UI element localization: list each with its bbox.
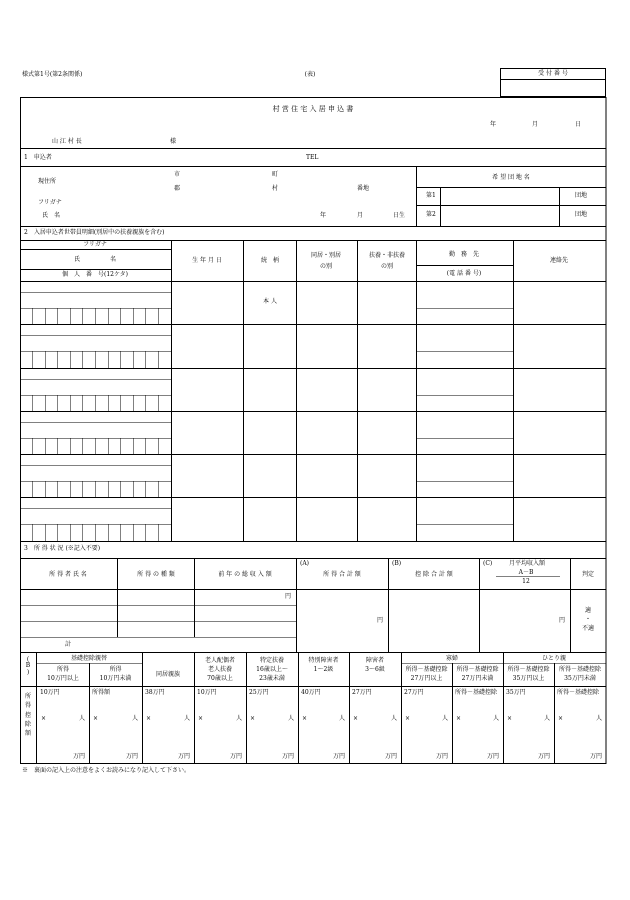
wish-complex-header: 希 望 団 地 名 bbox=[492, 174, 530, 181]
deduct-b-vertical bbox=[26, 657, 30, 676]
income-a-header: 所 得 合 計 額 bbox=[323, 571, 361, 578]
receipt-number-label: 受 付 番 号 bbox=[538, 70, 568, 77]
birth-day: 日生 bbox=[393, 212, 406, 219]
deduct-col-header: 16歳以上～ bbox=[256, 666, 288, 673]
deduct-person-unit: 人 bbox=[183, 715, 190, 722]
deduct-col-header: 70歳以上 bbox=[207, 675, 233, 682]
deduct-manyen-unit: 万円 bbox=[332, 753, 345, 760]
wish-2-label: 第2 bbox=[426, 211, 436, 218]
income-b-header: 控 除 合 計 額 bbox=[415, 571, 453, 578]
tel-label: TEL bbox=[306, 154, 319, 161]
deduct-col-header: 10万円以上 bbox=[47, 675, 79, 682]
deduct-col-header: 所得－基礎控除 bbox=[507, 666, 550, 673]
deduct-times-sign: × bbox=[405, 715, 411, 722]
deduct-manyen-unit: 万円 bbox=[281, 753, 294, 760]
deduct-person-unit: 人 bbox=[287, 715, 294, 722]
deduct-amount: 所得－基礎控除 bbox=[557, 689, 600, 696]
birth-month: 月 bbox=[357, 212, 364, 219]
deduct-times-sign: × bbox=[456, 715, 462, 722]
address-gun: 郡 bbox=[174, 185, 181, 192]
income-annual-header: 前 年 の 総 収 入 額 bbox=[218, 571, 272, 578]
member-cohabit-header: 同居・別居 bbox=[310, 252, 342, 259]
deduct-side-char: 控 bbox=[24, 711, 32, 719]
deduct-b-char: ) bbox=[26, 668, 30, 676]
deduct-b-char: B bbox=[25, 662, 31, 670]
annual-yen-unit: 円 bbox=[285, 593, 292, 600]
deduct-manyen-unit: 万円 bbox=[72, 753, 85, 760]
income-a-tag: (A) bbox=[300, 560, 310, 567]
deduct-col-header: 23歳未満 bbox=[259, 675, 285, 682]
deduct-amount: 40万円 bbox=[301, 689, 321, 696]
hitori-group-header: ひとり親 bbox=[541, 655, 567, 662]
deduct-person-unit: 人 bbox=[131, 715, 138, 722]
addressee-honorific: 様 bbox=[170, 138, 177, 145]
member-dependent-header: 扶養・非扶養 bbox=[368, 252, 406, 259]
deduct-amount: 38万円 bbox=[145, 689, 165, 696]
member-workplace-header: 勤 務 先 bbox=[448, 251, 480, 258]
deduct-col-header: 所得 bbox=[56, 666, 70, 673]
deduct-manyen-unit: 万円 bbox=[177, 753, 190, 760]
deduct-side-char: 所 bbox=[24, 693, 32, 700]
applicant-name-label: 氏 名 bbox=[42, 212, 61, 219]
address-machi: 町 bbox=[272, 171, 279, 178]
deduct-col-header: 35万円未満 bbox=[564, 675, 596, 682]
wish-2-suffix: 団地 bbox=[575, 211, 588, 218]
section3-heading: 3 所 得 状 況 (※記入不要) bbox=[24, 545, 101, 552]
income-b-tag: (B) bbox=[392, 560, 402, 567]
deduct-person-unit: 人 bbox=[338, 715, 345, 722]
deduct-side-vertical bbox=[25, 692, 31, 738]
deduct-person-unit: 人 bbox=[78, 715, 85, 722]
income-c-tag: (C) bbox=[483, 560, 493, 567]
deduct-col-header: 老人配偶者 bbox=[204, 657, 236, 664]
verdict-ng: 不適 bbox=[581, 625, 595, 632]
date-year: 年 bbox=[490, 121, 497, 128]
deduct-amount: 所得額 bbox=[92, 689, 111, 696]
address-shi: 市 bbox=[174, 171, 181, 178]
footnote: ※ 裏面の記入上の注意をよくお読みになり記入して下さい。 bbox=[22, 767, 191, 774]
wish-1-label: 第1 bbox=[426, 192, 436, 199]
deduct-times-sign: × bbox=[41, 715, 47, 722]
kafu-group-header: 寡婦 bbox=[445, 655, 459, 662]
deduct-manyen-unit: 万円 bbox=[229, 753, 242, 760]
member-contact-header: 連絡先 bbox=[549, 257, 569, 264]
income-c-header: 月平均収入額 bbox=[509, 560, 546, 567]
birth-year: 年 bbox=[320, 212, 327, 219]
deduct-col-header: 35万円以上 bbox=[512, 675, 545, 682]
applicant-furigana-label: フリガナ bbox=[38, 199, 62, 206]
deduct-amount: 27万円 bbox=[352, 689, 372, 696]
deduct-person-unit: 人 bbox=[441, 715, 448, 722]
address-mura: 村 bbox=[272, 185, 279, 192]
formula-numerator: A－B bbox=[518, 569, 534, 576]
deduct-col-header: 障害者 bbox=[365, 657, 385, 664]
deduct-manyen-unit: 万円 bbox=[125, 753, 138, 760]
a-yen-unit: 円 bbox=[377, 617, 384, 624]
receipt-number-field[interactable] bbox=[501, 80, 605, 96]
deduct-b-char: ( bbox=[26, 656, 30, 663]
deduct-col-header: 27万円未満 bbox=[461, 675, 494, 682]
deduct-side-char: 額 bbox=[24, 730, 32, 738]
deduct-person-unit: 人 bbox=[595, 715, 602, 722]
deduct-col-header: 所得 bbox=[109, 666, 122, 673]
deduct-person-unit: 人 bbox=[492, 715, 499, 722]
verdict-dot: ・ bbox=[584, 616, 592, 623]
deduct-times-sign: × bbox=[146, 715, 152, 722]
deduct-amount: 25万円 bbox=[249, 689, 269, 696]
deduct-manyen-unit: 万円 bbox=[384, 753, 397, 760]
deduct-manyen-unit: 万円 bbox=[435, 753, 448, 760]
page-side-label: (表) bbox=[304, 71, 316, 78]
deduct-manyen-unit: 万円 bbox=[486, 753, 499, 760]
deduct-amount: 10万円 bbox=[40, 689, 60, 696]
date-month: 月 bbox=[532, 121, 539, 128]
deduct-col-header: 特定扶養 bbox=[259, 657, 285, 664]
formula-denominator: 12 bbox=[522, 578, 530, 585]
verdict-ok: 適 bbox=[584, 607, 592, 614]
member-id-header: 個 人 番 号(12ケタ) bbox=[61, 271, 129, 278]
member-name-header: 氏 名 bbox=[73, 256, 117, 263]
section2-heading: 2 入居申込者世帯員明細(別居中の扶養親族を含む) bbox=[24, 229, 165, 236]
income-person-header: 所 得 者 氏 名 bbox=[49, 571, 87, 578]
address-label: 現住所 bbox=[38, 178, 57, 185]
deduct-amount: 所得－基礎控除 bbox=[455, 689, 498, 696]
deduct-amount: 27万円 bbox=[404, 689, 424, 696]
deduct-manyen-unit: 万円 bbox=[537, 753, 550, 760]
deduct-times-sign: × bbox=[93, 715, 99, 722]
deduct-times-sign: × bbox=[507, 715, 513, 722]
deduct-side-char: 除 bbox=[24, 720, 32, 728]
deduct-times-sign: × bbox=[198, 715, 204, 722]
deduct-amount: 35万円 bbox=[506, 689, 526, 696]
deduct-col-header: 27万円以上 bbox=[410, 675, 443, 682]
deduct-times-sign: × bbox=[353, 715, 359, 722]
member-cohabit-header-2: の別 bbox=[319, 263, 333, 270]
form-number: 様式第1号(第2条関係) bbox=[22, 71, 83, 78]
deduct-amount: 10万円 bbox=[197, 689, 217, 696]
deduct-manyen-unit: 万円 bbox=[589, 753, 602, 760]
deduct-side-char: 得 bbox=[24, 702, 32, 710]
kiso-group-header: 基礎控除親替 bbox=[70, 655, 108, 662]
income-kind-header: 所 得 の 種 類 bbox=[137, 571, 175, 578]
deduct-col-header: 所得－基礎控除 bbox=[405, 666, 448, 673]
member-workplace-tel-header: (電 話 番 号) bbox=[446, 270, 482, 277]
deduct-col-header: 老人扶養 bbox=[207, 666, 233, 673]
deduct-times-sign: × bbox=[302, 715, 308, 722]
deduct-person-unit: 人 bbox=[390, 715, 397, 722]
deduct-col-header: 特別障害者 bbox=[308, 657, 339, 664]
deduct-times-sign: × bbox=[558, 715, 564, 722]
wish-1-suffix: 団地 bbox=[575, 192, 588, 199]
section1-heading: 1 申込者 bbox=[24, 154, 52, 161]
deduct-col-header: 所得－基礎控除 bbox=[456, 666, 499, 673]
deduct-col-header: 10万円未満 bbox=[99, 675, 132, 682]
deduct-person-unit: 人 bbox=[235, 715, 242, 722]
judge-header: 判定 bbox=[581, 571, 595, 578]
deduct-times-sign: × bbox=[250, 715, 256, 722]
c-yen-unit: 円 bbox=[559, 617, 566, 624]
addressee-name: 山 江 村 長 bbox=[52, 138, 82, 145]
member-furigana-header: フリガナ bbox=[83, 241, 107, 248]
deduct-col-header: 同居親族 bbox=[155, 671, 181, 678]
form-title: 村 営 住 宅 入 居 申 込 書 bbox=[272, 105, 354, 113]
member-relation-header: 続 柄 bbox=[260, 257, 280, 264]
member-birth-header: 生 年 月 日 bbox=[192, 257, 222, 264]
date-day: 日 bbox=[575, 121, 582, 128]
deduct-col-header: 1～2級 bbox=[313, 666, 334, 673]
deduct-col-header: 所得－基礎控除 bbox=[558, 666, 602, 673]
member-dependent-header-2: の別 bbox=[380, 263, 394, 270]
income-total-label: 計 bbox=[64, 641, 72, 648]
member-relation-self: 本 人 bbox=[263, 298, 277, 305]
address-banchi: 番地 bbox=[357, 185, 370, 192]
deduct-col-header: 3～6級 bbox=[365, 666, 385, 673]
deduct-person-unit: 人 bbox=[543, 715, 550, 722]
